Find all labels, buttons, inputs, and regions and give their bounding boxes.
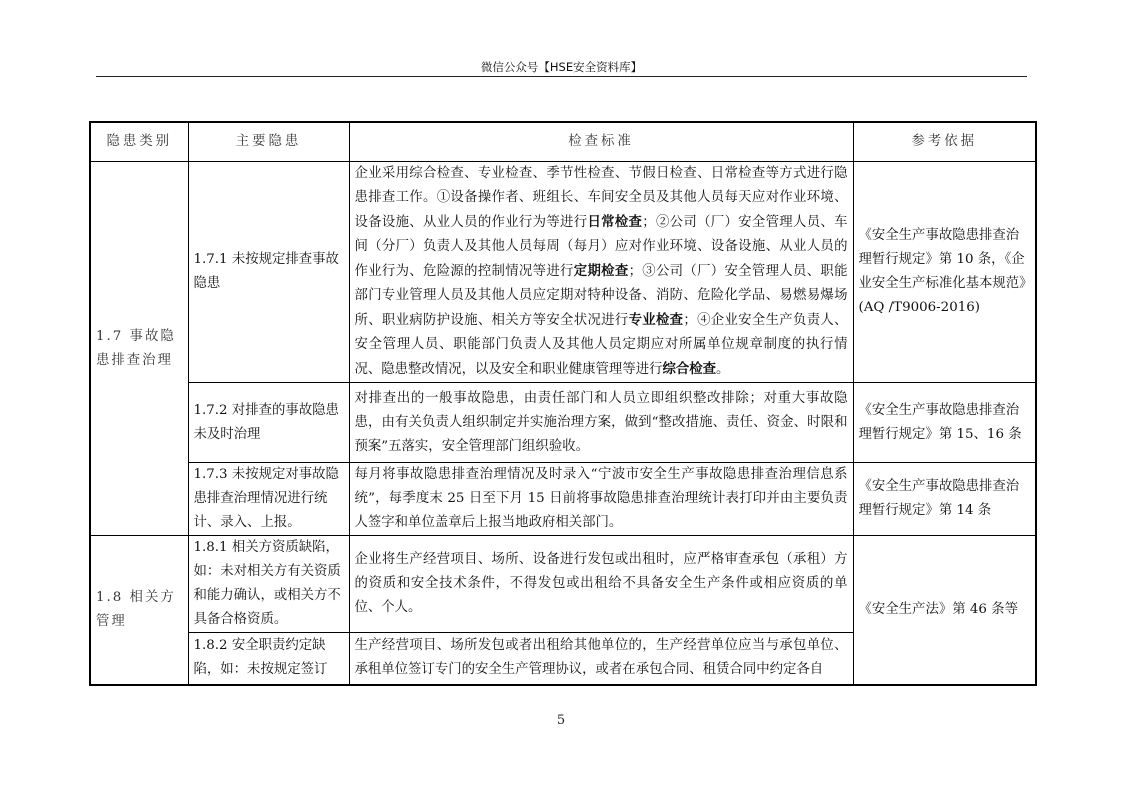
hazard-cell: 1.7.3 未按规定对事故隐患排查治理情况进行统计、录入、上报。 [188,463,349,536]
standard-cell [349,162,853,383]
standard-cell: 生产经营项目、场所发包或者出租给其他单位的，生产经营单位应当与承包单位、承租单位签订专门的安全生产管理协议，或者在承包合同、租赁合同中约定各自 [349,633,853,685]
table-row [90,383,1036,463]
column-header-hazard: 主要隐患 [188,122,349,162]
table-row [90,536,1036,633]
table-row [90,463,1036,536]
standard-text: 。 [716,362,730,377]
hazard-cell: 1.8.1 相关方资质缺陷，如：未对相关方有关资质和能力确认，或相关方不具备合格资质。 [188,536,349,633]
standard-emphasis: 定期检查 [573,263,629,279]
hazard-cell: 1.8.2 安全职责约定缺陷，如：未按规定签订 [188,633,349,685]
standard-emphasis: 日常检查 [587,214,643,230]
standard-text: ；④企业安全生产负责人、安全管理人员、职能部门负责人及其他人员定期应对所属单位规章制度的执行情况、隐患整改情况，以及安全和职业健康管理等进行 [354,313,848,377]
header-rule [96,76,1027,77]
page-number: 5 [556,713,566,728]
standard-emphasis: 专业检查 [628,312,684,328]
standard-text: 企业采用综合检查、专业检查、季节性检查、节假日检查、日常检查等方式进行隐患排查工作。①设备操作者、班组长、车间安全员及其他人员每天应对作业环境、设备设施、从业人员的作业行为等进行 [354,166,848,230]
table-row [90,162,1036,383]
column-header-reference: 参考依据 [853,122,1036,162]
table-header-row [90,122,1036,162]
standard-text: ；②公司（厂）安全管理人员、车间（分厂）负责人及其他人员每周（每月）应对作业环境、设备设施、从业人员的作业行为、危险源的控制情况等进行 [354,215,848,279]
hazard-table [89,121,1037,686]
category-cell: 1.8 相关方管理 [90,536,188,685]
category-cell: 1.7 事故隐患排查治理 [90,162,188,536]
hazard-cell: 1.7.2 对排查的事故隐患未及时治理 [188,383,349,463]
column-header-standard: 检查标准 [349,122,853,162]
reference-cell: 《安全生产事故隐患排查治理暂行规定》第 15、16 条 [853,383,1036,463]
standard-cell: 对排查出的一般事故隐患，由责任部门和人员立即组织整改排除；对重大事故隐患，由有关负责人组织制定并实施治理方案，做到“整改措施、责任、资金、时限和预案”五落实，安全管理部门组织验收。 [349,383,853,463]
column-header-category: 隐患类别 [90,122,188,162]
standard-emphasis: 综合检查 [662,361,717,377]
standard-text: ；③公司（厂）安全管理人员、职能部门专业管理人员及其他人员应定期对特种设备、消防、危险化学品、易燃易爆场所、职业病防护设施、相关方等安全状况进行 [354,264,848,328]
page-header: 微信公众号【HSE安全资料库】 [480,60,643,74]
reference-cell: 《安全生产事故隐患排查治理暂行规定》第 10 条，《企业安全生产标准化基本规范》(AQ /T9006-2016) [853,162,1036,383]
reference-cell: 《安全生产事故隐患排查治理暂行规定》第 14 条 [853,463,1036,536]
standard-cell: 企业将生产经营项目、场所、设备进行发包或出租时，应严格审查承包（承租）方的资质和安全技术条件，不得发包或出租给不具备安全生产条件或相应资质的单位、个人。 [349,536,853,633]
standard-cell: 每月将事故隐患排查治理情况及时录入“宁波市安全生产事故隐患排查治理信息系统”，每季度末 25 日至下月 15 日前将事故隐患排查治理统计表打印并由主要负责人签字和单位盖章后上报当地政府相关部门。 [349,463,853,536]
hazard-cell: 1.7.1 未按规定排查事故隐患 [188,162,349,383]
reference-cell: 《安全生产法》第 46 条等 [853,536,1036,685]
